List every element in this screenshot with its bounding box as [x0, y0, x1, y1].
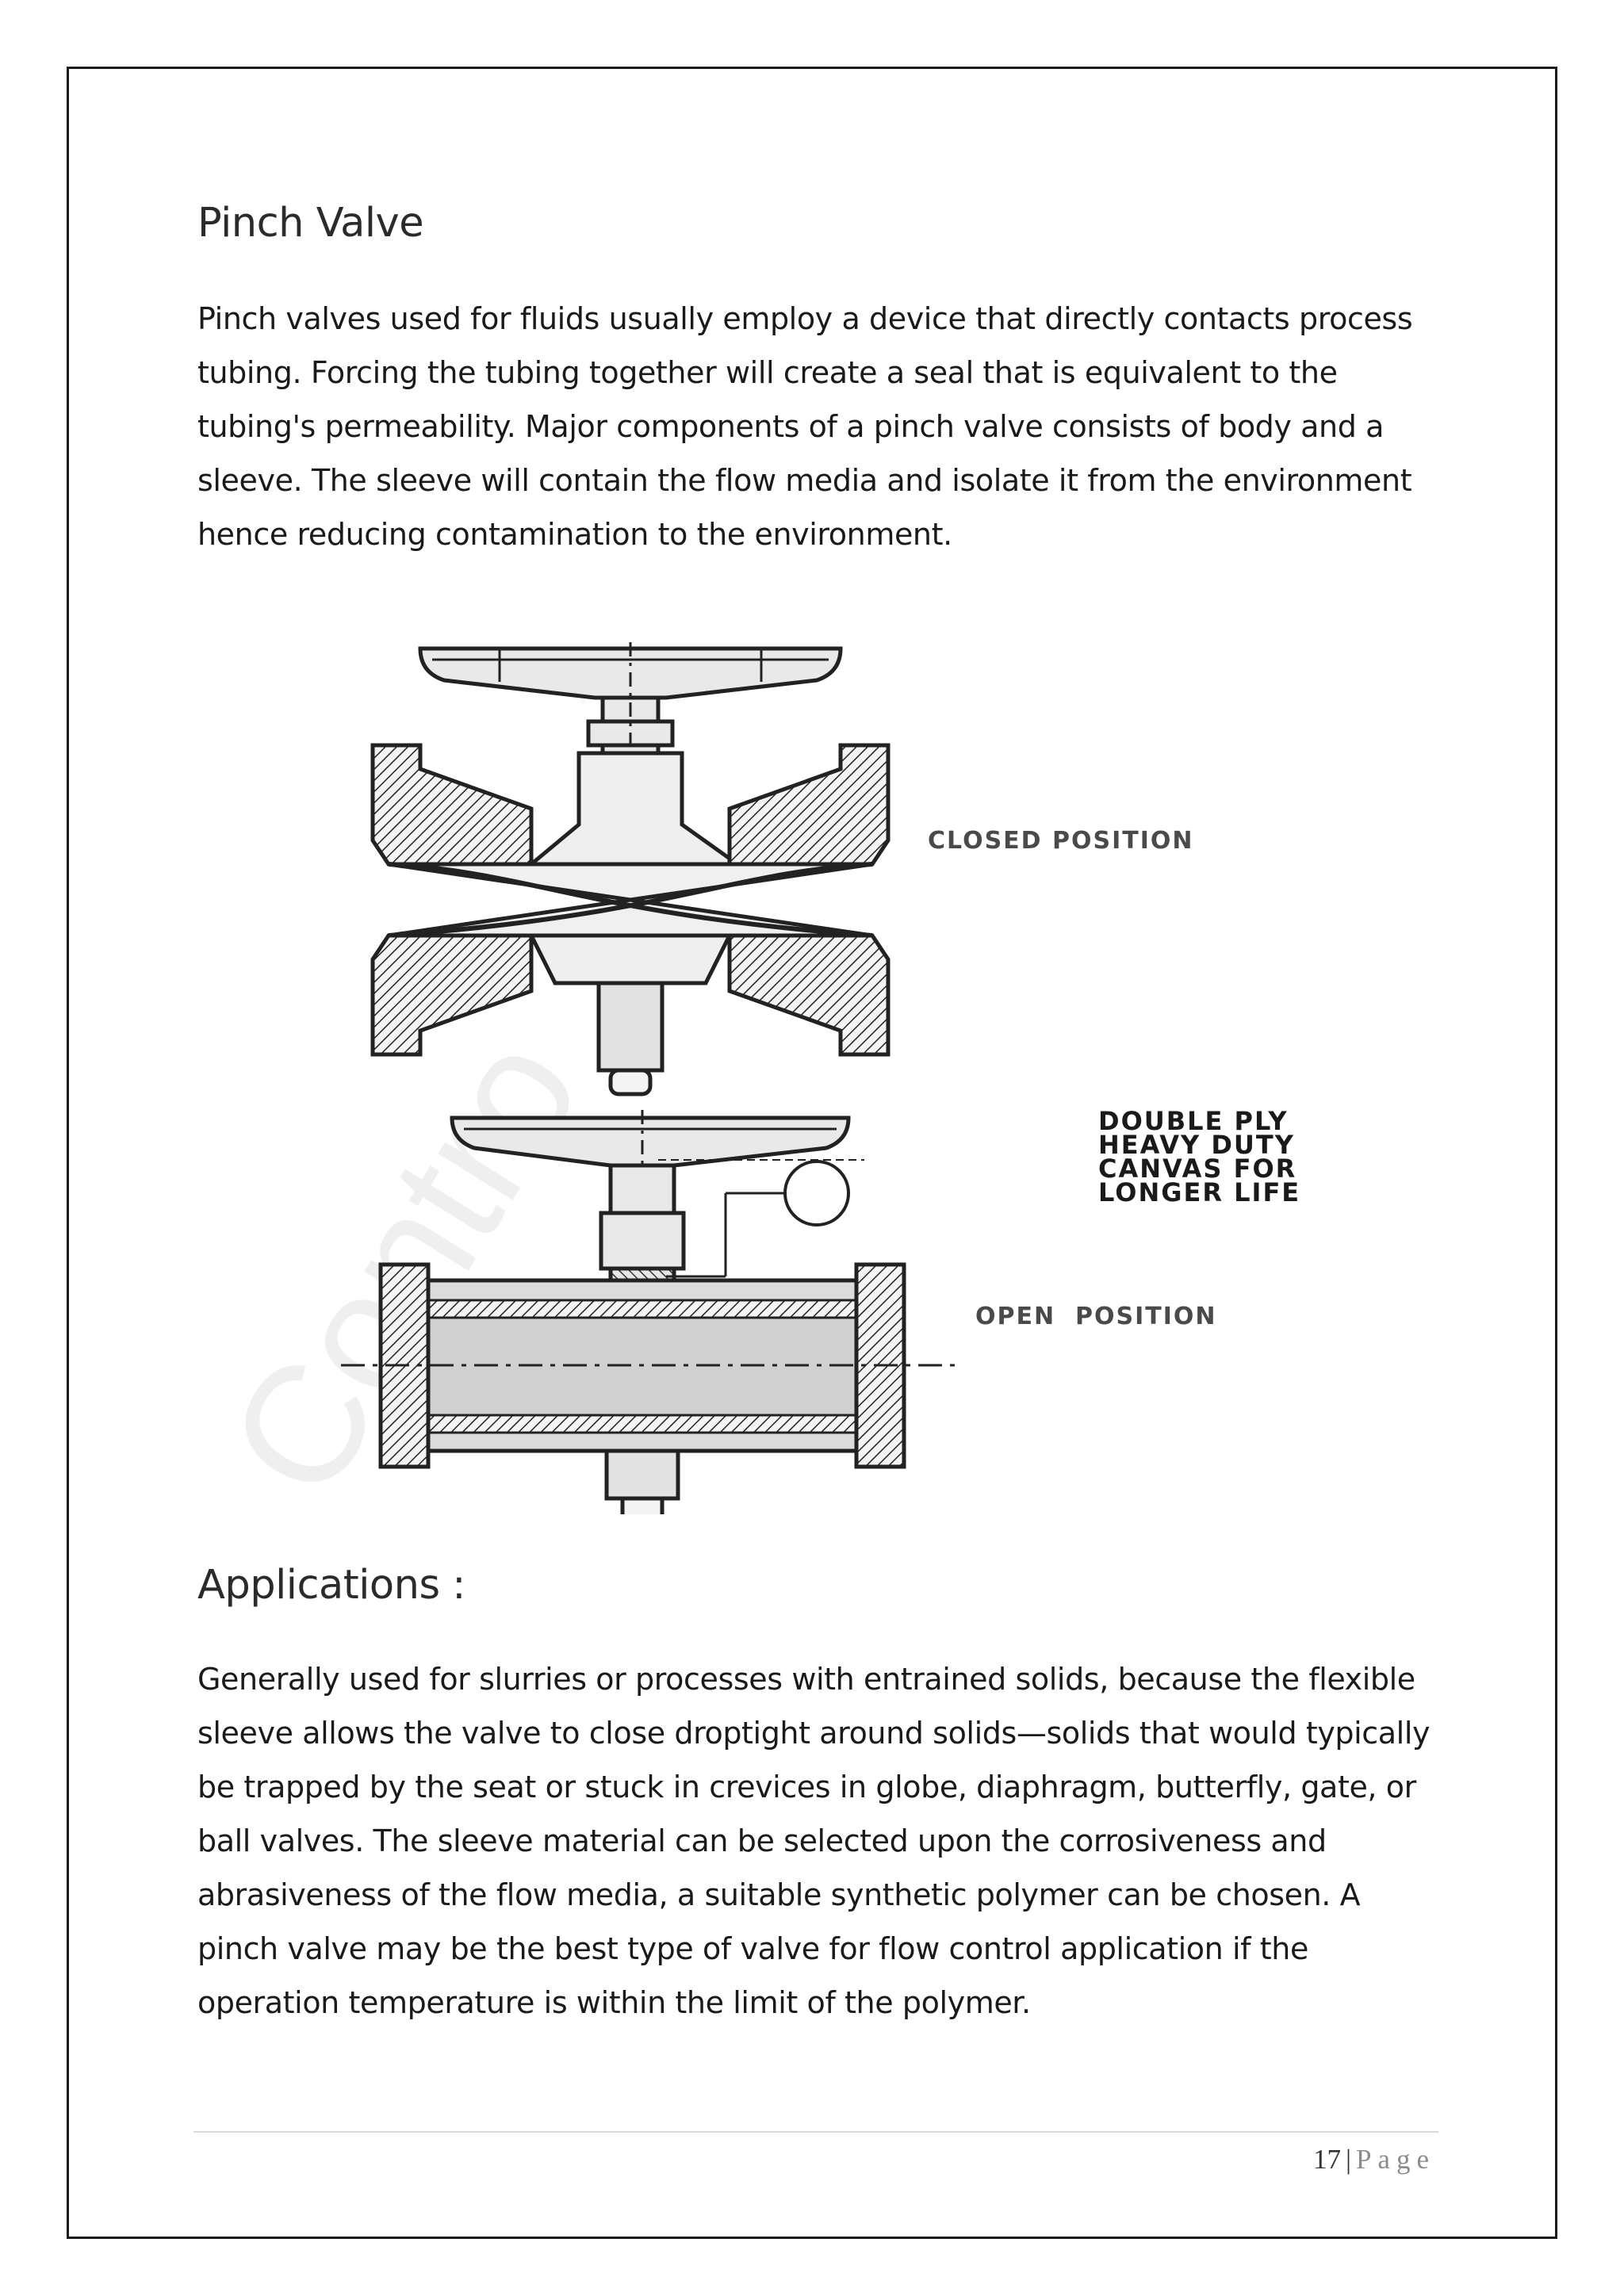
page-word: Page [1355, 2144, 1435, 2175]
canvas-note-line: LONGER LIFE [1098, 1177, 1301, 1207]
canvas-note-line: DOUBLE PLY [1098, 1106, 1289, 1136]
paragraph-applications: Generally used for slurries or processes with entrained solids, because the flexible sleeve allows the valve to close droptight around solids—solids that would typically be trapped by the seat or stuck in crevices in globe, diaphragm, butterfly, gate, or ball valves. The sleeve material can be selected upon the corrosiveness and abrasiveness of the flow media, a suitable synthetic polymer can be chosen. A pinch valve may be the best type of valve for flow control application if the operation temperature is within the limit of the polymer. [197, 1662, 1431, 2020]
footer-separator: | [1345, 2144, 1351, 2175]
closed-valve-drawing [373, 642, 888, 1094]
pinch-valve-figure [293, 603, 1404, 1514]
page-footer [1313, 2144, 1435, 2175]
closed-position-label: CLOSED POSITION [928, 827, 1194, 855]
page-number: 17 [1312, 2144, 1341, 2175]
section-title-applications: Applications : [197, 1562, 465, 1609]
watermark: Contro [192, 1004, 615, 1528]
canvas-note-label [1098, 1106, 1300, 1207]
canvas-note-line: CANVAS FOR [1098, 1154, 1297, 1184]
open-position-label: OPEN POSITION [975, 1303, 1217, 1330]
open-valve-drawing [341, 1110, 959, 1514]
canvas-note-line: HEAVY DUTY [1098, 1130, 1295, 1160]
footer-divider [193, 2131, 1438, 2133]
paragraph-pinch-valve: Pinch valves used for fluids usually employ a device that directly contacts process tubing. Forcing the tubing together will create a seal that is equivalent to the tubing's permeability. Major components of a pinch valve consists of body and a sleeve. The sleeve will contain the flow media and isolate it from the environment hence reducing contamination to the environment. [197, 301, 1413, 552]
section-title-pinch-valve: Pinch Valve [197, 200, 424, 247]
